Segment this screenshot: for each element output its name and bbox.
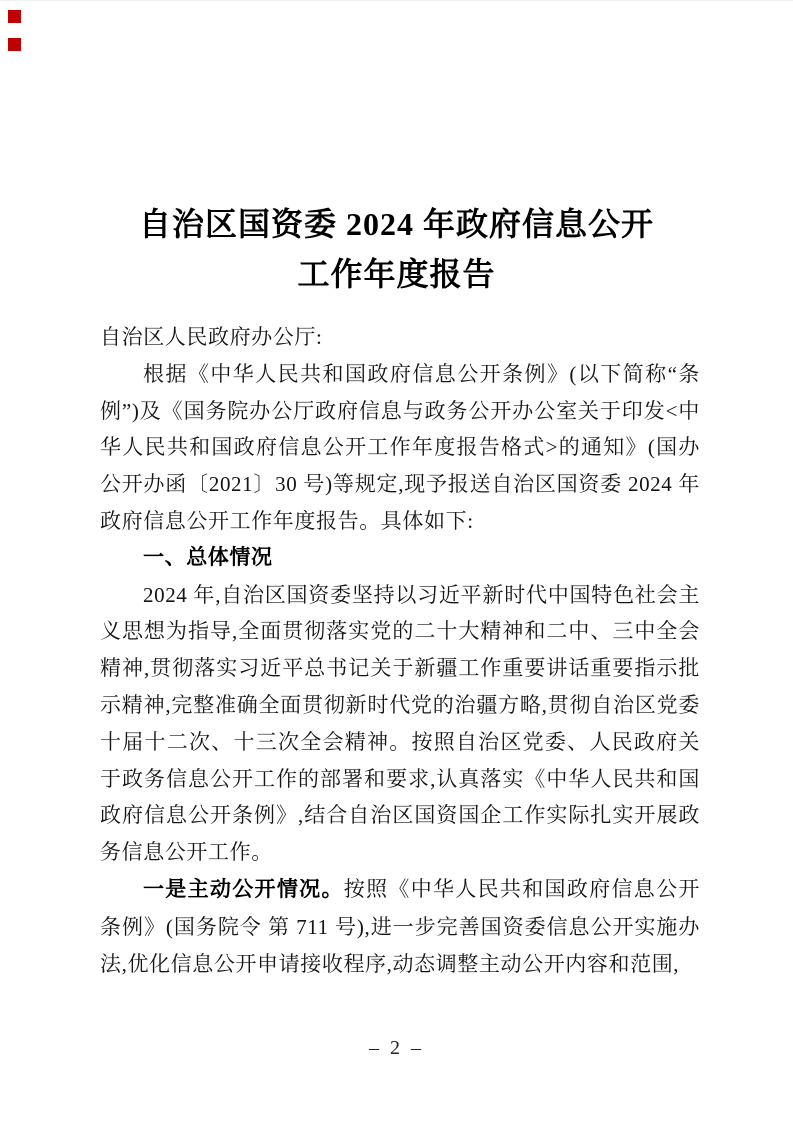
disclosure-paragraph (100, 871, 700, 982)
disclosure-paragraph-text: 按照《中华人民共和国政府信息公开条例》(国务院令 第 711 号),进一步完善国资委信息公开实施办法,优化信息公开申请接收程序,动态调整主动公开内容和范围, (100, 876, 700, 976)
section-heading-overall: 一、总体情况 (143, 545, 273, 569)
document-title (0, 199, 793, 299)
document-body (100, 319, 700, 982)
salutation: 自治区人民政府办公厅: (100, 325, 323, 349)
disclosure-paragraph-lead: 一是主动公开情况。 (143, 877, 344, 901)
overview-paragraph: 2024 年,自治区国资委坚持以习近平新时代中国特色社会主义思想为指导,全面贯彻落实党的二十大精神和二中、三中全会精神,贯彻落实习近平总书记关于新疆工作重要讲话重要指示批示精神,完整准确全面贯彻新时代党的治疆方略,贯彻自治区党委十届十二次、十三次全会精神。按照自治区党委、人民政府关于政务信息公开工作的部署和要求,认真落实《中华人民共和国政府信息公开条例》,结合自治区国资国企工作实际扎实开展政务信息公开工作。 (100, 582, 700, 865)
red-corner-mark (8, 10, 21, 23)
document-title-line1: 自治区国资委 2024 年政府信息公开 (138, 206, 654, 242)
document-title-line2: 工作年度报告 (297, 256, 496, 292)
intro-paragraph: 根据《中华人民共和国政府信息公开条例》(以下简称“条例”)及《国务院办公厅政府信息与政务公开办公室关于印发<中华人民共和国政府信息公开工作年度报告格式>的通知》(国办公开办函〔2021〕30 号)等规定,现予报送自治区国资委 2024 年政府信息公开工作年度报告。具体如下: (100, 361, 700, 533)
red-corner-mark (8, 38, 21, 51)
page-number: – 2 – (369, 1037, 424, 1059)
